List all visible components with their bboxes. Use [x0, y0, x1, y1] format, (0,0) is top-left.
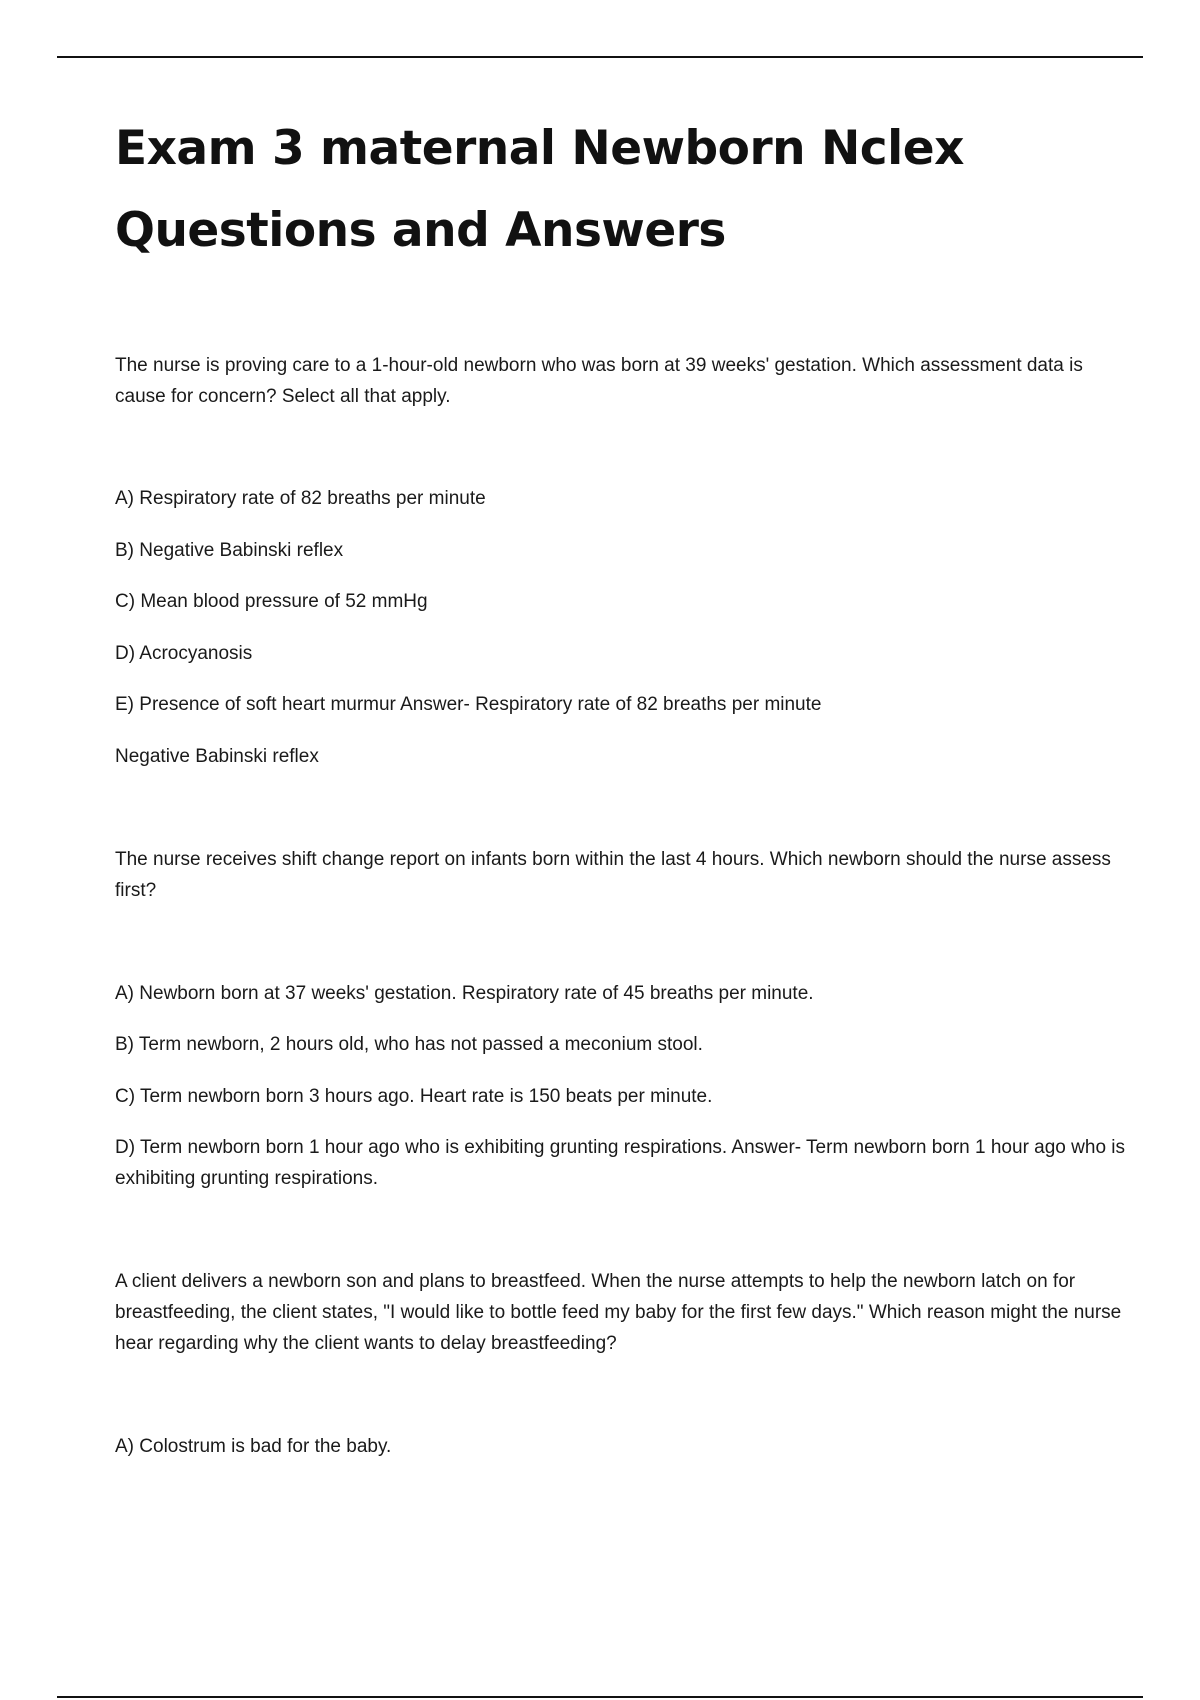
question-1	[115, 350, 1125, 772]
question-2-option-c: C) Term newborn born 3 hours ago. Heart rate is 150 beats per minute.	[115, 1086, 713, 1107]
question-1-answer-continuation: Negative Babinski reflex	[115, 746, 319, 767]
title-line-2: Questions and Answers	[115, 203, 726, 258]
question-1-option-a: A) Respiratory rate of 82 breaths per minute	[115, 488, 486, 509]
question-2-option-a: A) Newborn born at 37 weeks' gestation. Respiratory rate of 45 breaths per minute.	[115, 983, 814, 1004]
question-1-option-b: B) Negative Babinski reflex	[115, 540, 344, 561]
top-rule	[57, 56, 1143, 58]
question-2-option-b: B) Term newborn, 2 hours old, who has not passed a meconium stool.	[115, 1034, 703, 1055]
question-1-text: The nurse is proving care to a 1-hour-old newborn who was born at 39 weeks' gestation. Which assessment data is cause for concern? Select all that apply.	[115, 355, 1083, 407]
question-1-option-e: E) Presence of soft heart murmur Answer- Respiratory rate of 82 breaths per minute	[115, 694, 822, 715]
question-1-option-c: C) Mean blood pressure of 52 mmHg	[115, 591, 428, 612]
document-title	[115, 108, 1125, 272]
question-1-option-d: D) Acrocyanosis	[115, 643, 253, 664]
bottom-rule	[57, 1696, 1143, 1698]
question-2-option-d: D) Term newborn born 1 hour ago who is exhibiting grunting respirations. Answer- Term newborn born 1 hour ago who is exhibiting grunting respirations.	[115, 1137, 1126, 1189]
question-3	[115, 1266, 1125, 1462]
question-2	[115, 844, 1125, 1194]
document-body	[115, 108, 1125, 1462]
title-line-1: Exam 3 maternal Newborn Nclex	[115, 121, 964, 176]
question-2-text: The nurse receives shift change report on infants born within the last 4 hours. Which newborn should the nurse assess first?	[115, 849, 1111, 901]
question-3-option-a: A) Colostrum is bad for the baby.	[115, 1436, 392, 1457]
question-3-text: A client delivers a newborn son and plans to breastfeed. When the nurse attempts to help the newborn latch on for breastfeeding, the client states, "I would like to bottle feed my baby for the first few days." Which reason might the nurse hear regarding why the client wants to delay breastfeeding?	[115, 1271, 1122, 1354]
